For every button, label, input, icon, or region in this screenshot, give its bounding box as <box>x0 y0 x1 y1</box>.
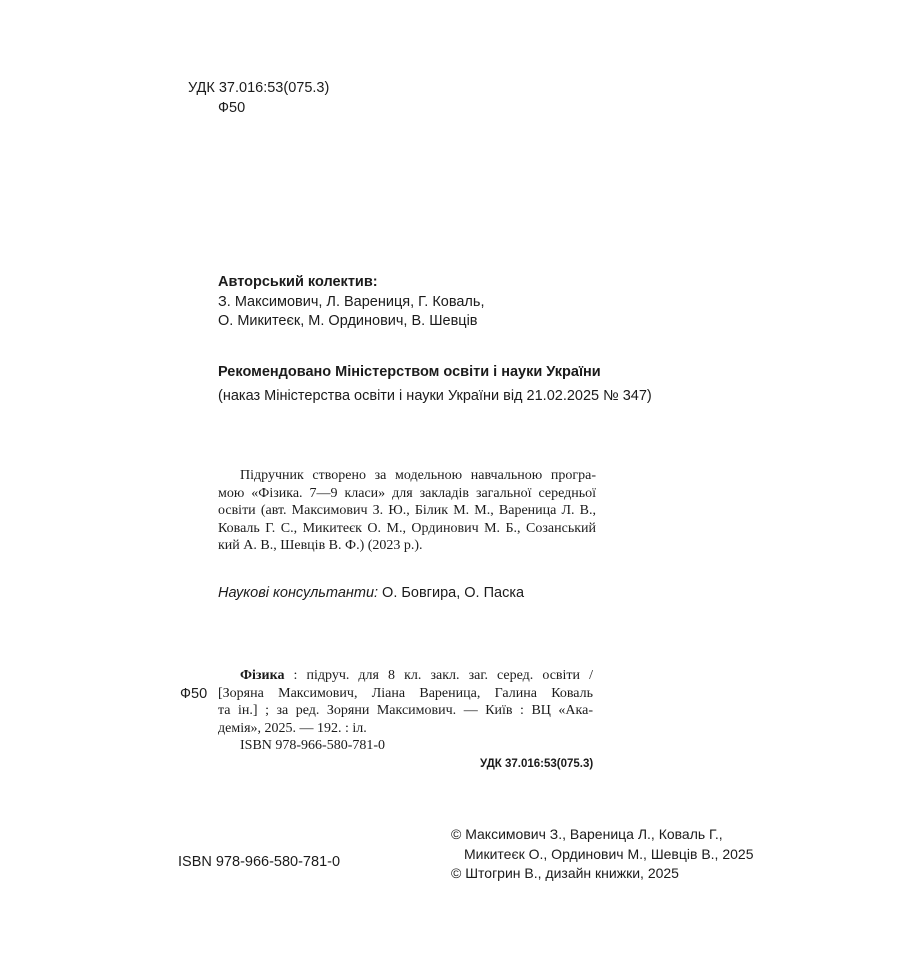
textbook-note <box>218 467 596 555</box>
note-line: Підручник створено за модельною навчальною програ- <box>240 468 596 483</box>
copyright-line-1: © Максимович З., Вареница Л., Коваль Г., <box>451 826 723 842</box>
catalog-line-1-rest: : підруч. для 8 кл. закл. заг. серед. освіти / <box>284 668 593 683</box>
consultants-line <box>218 585 524 601</box>
note-line: Коваль Г. С., Микитеєк О. М., Ординович М. Б., Созанський <box>218 520 596 536</box>
catalog-udk: УДК 37.016:53(075.3) <box>480 758 594 770</box>
note-line: кий А. В., Шевців В. Ф.) (2023 р.). <box>218 538 423 553</box>
catalog-isbn: ISBN 978-966-580-781-0 <box>240 738 386 753</box>
authors-heading: Авторський колектив: <box>218 274 378 290</box>
note-line: освіти (авт. Максимович З. Ю., Білик М. М., Вареница Л. В., <box>218 503 596 518</box>
authors-section <box>218 273 484 332</box>
catalog-title: Фізика <box>240 668 285 683</box>
consultants-label: Наукові консультанти: <box>218 585 379 601</box>
catalog-line-3: та ін.] ; за ред. Зоряни Максимович. — Київ : ВЦ «Ака- <box>218 703 593 718</box>
note-line: мою «Фізика. 7—9 класи» для закладів загальної середньої <box>218 485 596 501</box>
recommendation-line-2: (наказ Міністерства освіти і науки України від 21.02.2025 № 347) <box>218 388 652 404</box>
catalog-entry <box>218 667 593 737</box>
recommendation-section <box>218 360 652 408</box>
recommendation-line-1: Рекомендовано Міністерством освіти і науки України <box>218 364 601 380</box>
library-code: Ф50 <box>218 100 246 116</box>
copyright-line-2: Микитеєк О., Ординович М., Шевців В., 2025 <box>464 845 754 862</box>
catalog-line-2: [Зоряна Максимович, Ліана Вареница, Галина Коваль <box>218 685 593 701</box>
catalog-line-4: демія», 2025. — 192. : іл. <box>218 720 367 736</box>
consultants-names: О. Бовгира, О. Паска <box>378 585 525 601</box>
isbn: ISBN 978-966-580-781-0 <box>178 854 341 870</box>
copyright-line-3: © Штогрин В., дизайн книжки, 2025 <box>451 865 679 881</box>
catalog-code: Ф50 <box>180 686 208 702</box>
udk-code: УДК 37.016:53(075.3) <box>188 80 330 96</box>
authors-line-1: З. Максимович, Л. Варениця, Г. Коваль, <box>218 293 485 310</box>
copyright-section <box>451 825 753 884</box>
catalog-line-1 <box>218 667 593 685</box>
authors-line-2: О. Микитеєк, М. Ординович, В. Шевців <box>218 313 478 329</box>
